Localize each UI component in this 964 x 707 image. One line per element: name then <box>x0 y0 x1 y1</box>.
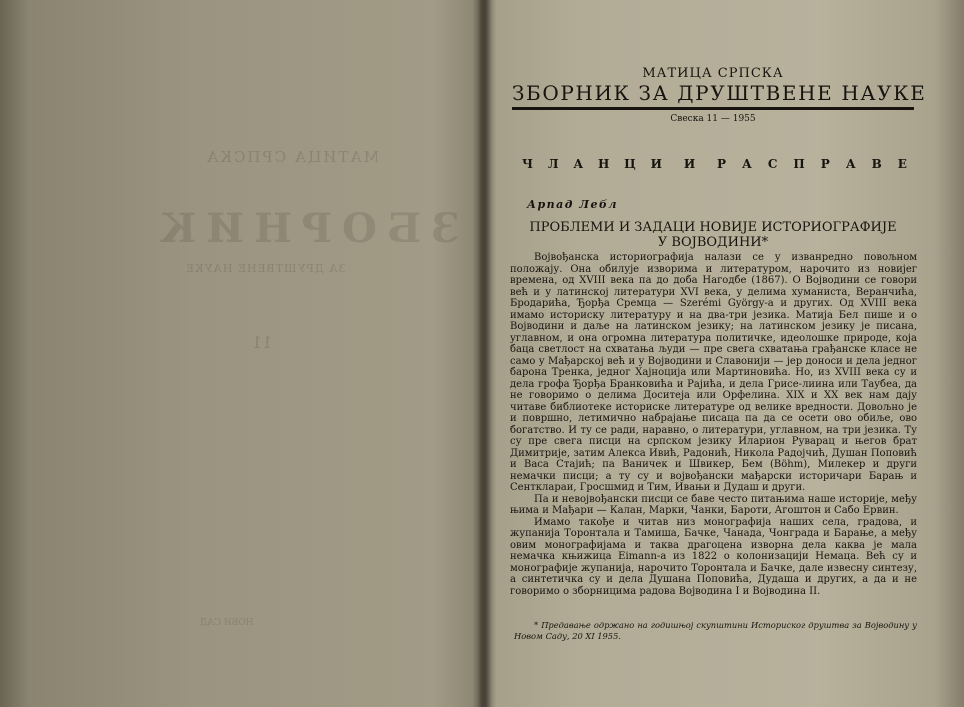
paragraph: Имамо такође и читав низ монографија наших села, градова, и жупанија Торонтала и Тамиша, Бачке, Чанада, Чонграда и Барање, а међу овим монографијама и таква драгоцена изворна дела каква је мала немачка књижица Eimann-а из 1822 о колонизацији Немаца. Већ су и монографије жупанија, нарочито Торонтала и Бачке, дале извесну синтезу, а синтетичка су и дела Душана Поповића, Дудаша и других, а да и не говоримо о зборницима радова Војводина I и Војводина II. <box>510 516 917 597</box>
section-letter: Л <box>547 157 559 171</box>
section-letter: А <box>845 157 856 171</box>
section-letter: А <box>573 157 584 171</box>
paragraph: Па и невојвођански писци се баве често питањима наше историје, међу њима и Мађари — Калан, Марки, Чанки, Бароти, Агоштон и Сабо Ервин. <box>510 493 917 516</box>
section-letter: И <box>650 157 662 171</box>
article-title-line2: У ВОЈВОДИНИ <box>657 235 762 250</box>
journal-title: ЗБОРНИК ЗА ДРУШТВЕНЕ НАУКЕ <box>512 81 927 105</box>
section-letter: Ц <box>624 157 636 171</box>
section-letter: Е <box>897 157 907 171</box>
section-letter: С <box>767 157 778 171</box>
section-letter: П <box>793 157 805 171</box>
section-heading <box>522 157 907 171</box>
show-through-subtitle: ЗА ДРУШТВЕНЕ НАУКЕ <box>185 262 346 275</box>
section-letter: Н <box>597 157 610 171</box>
footnote: * Предавање одржано на годишњој скупштини Историског друштва за Војводину у Новом Саду, 20 XI 1955. <box>514 620 917 641</box>
right-page <box>492 0 964 707</box>
section-word-and: И <box>683 157 696 171</box>
masthead <box>512 66 927 125</box>
section-letter: В <box>871 157 882 171</box>
footnote-marker: * <box>761 235 769 250</box>
paragraph: Војвођанска историографија налази се у изванредно повољном положају. Она обилује изворима и литературом, нарочито из новијег времена, од XVIII века па до доба Нагодбе (1867). О Војводини се говори већ и у латинској литератури XVI века, у делима хуманиста, Веранчића, Бродарића, Ђорђа Сремца — Szerémi György-а и других. Од XVIII века имамо историску литературу и на два-три језика. Матија Бел пише и о Војводини и даље на латинском језику; на латинском језику је писана, углавном, и она огромна литература политичке, идеолошке природе, која баца светлост на схватања људи — пре свега схватања грађанске класе не само у Мађарској већ и у Војводини и Славонији — јер доноси и дела једног барона Тренка, једног Хајноција или Мартиновића. Но, из XVIII века су и дела грофа Ђорђа Бранковића и Рајића, и дела Грисе-лиина или Таубеа, да не говоримо о делима Доситеја или Орфелина. XIX и XX век нам дају читаве библиотеке историске литературе од велике вредности. Довољно је и површно, летимично набрајање писаца па да се осети ово обиље, ово богатство. И ту се ради, наравно, о литератури, углавном, на три језика. Ту су пре свега писци на српском језику Иларион Руварац и његов брат Димитрије, затим Алекса Ивић, Радонић, Никола Радојчић, Душан Поповић и Васа Стајић; па Ваничек и Швикер, Бем (Böhm), Милекер и други немачки писци; а ту су и војвођански мађарски историчари Барањ и Сентклараи, Гросшмид и Тим, Ивањи и Дудаш и други. <box>510 252 917 493</box>
section-letter: Р <box>820 157 830 171</box>
publisher-name: МАТИЦА СРПСКА <box>642 66 784 81</box>
show-through-publisher: МАТИЦА СРПСКА <box>205 148 380 166</box>
masthead-rule <box>512 107 914 110</box>
show-through-title: ЗБОРНИК <box>150 205 460 252</box>
section-letter: А <box>742 157 752 171</box>
book-gutter <box>478 0 492 707</box>
article-title <box>512 220 914 250</box>
section-word-articles <box>522 157 662 171</box>
article-title-line1: ПРОБЛЕМИ И ЗАДАЦИ НОВИЈЕ ИСТОРИОГРАФИЈЕ <box>529 220 897 235</box>
article-author: Арпад Лебл <box>527 198 618 211</box>
issue-info: Свеска 11 — 1955 <box>670 114 756 124</box>
article-body <box>510 252 917 597</box>
show-through-bottom: НОВИ САД <box>200 618 254 628</box>
section-letter: Р <box>717 157 727 171</box>
section-letter: Ч <box>522 157 533 171</box>
section-word-discussions <box>717 157 907 171</box>
show-through-number: 11 <box>252 333 273 352</box>
